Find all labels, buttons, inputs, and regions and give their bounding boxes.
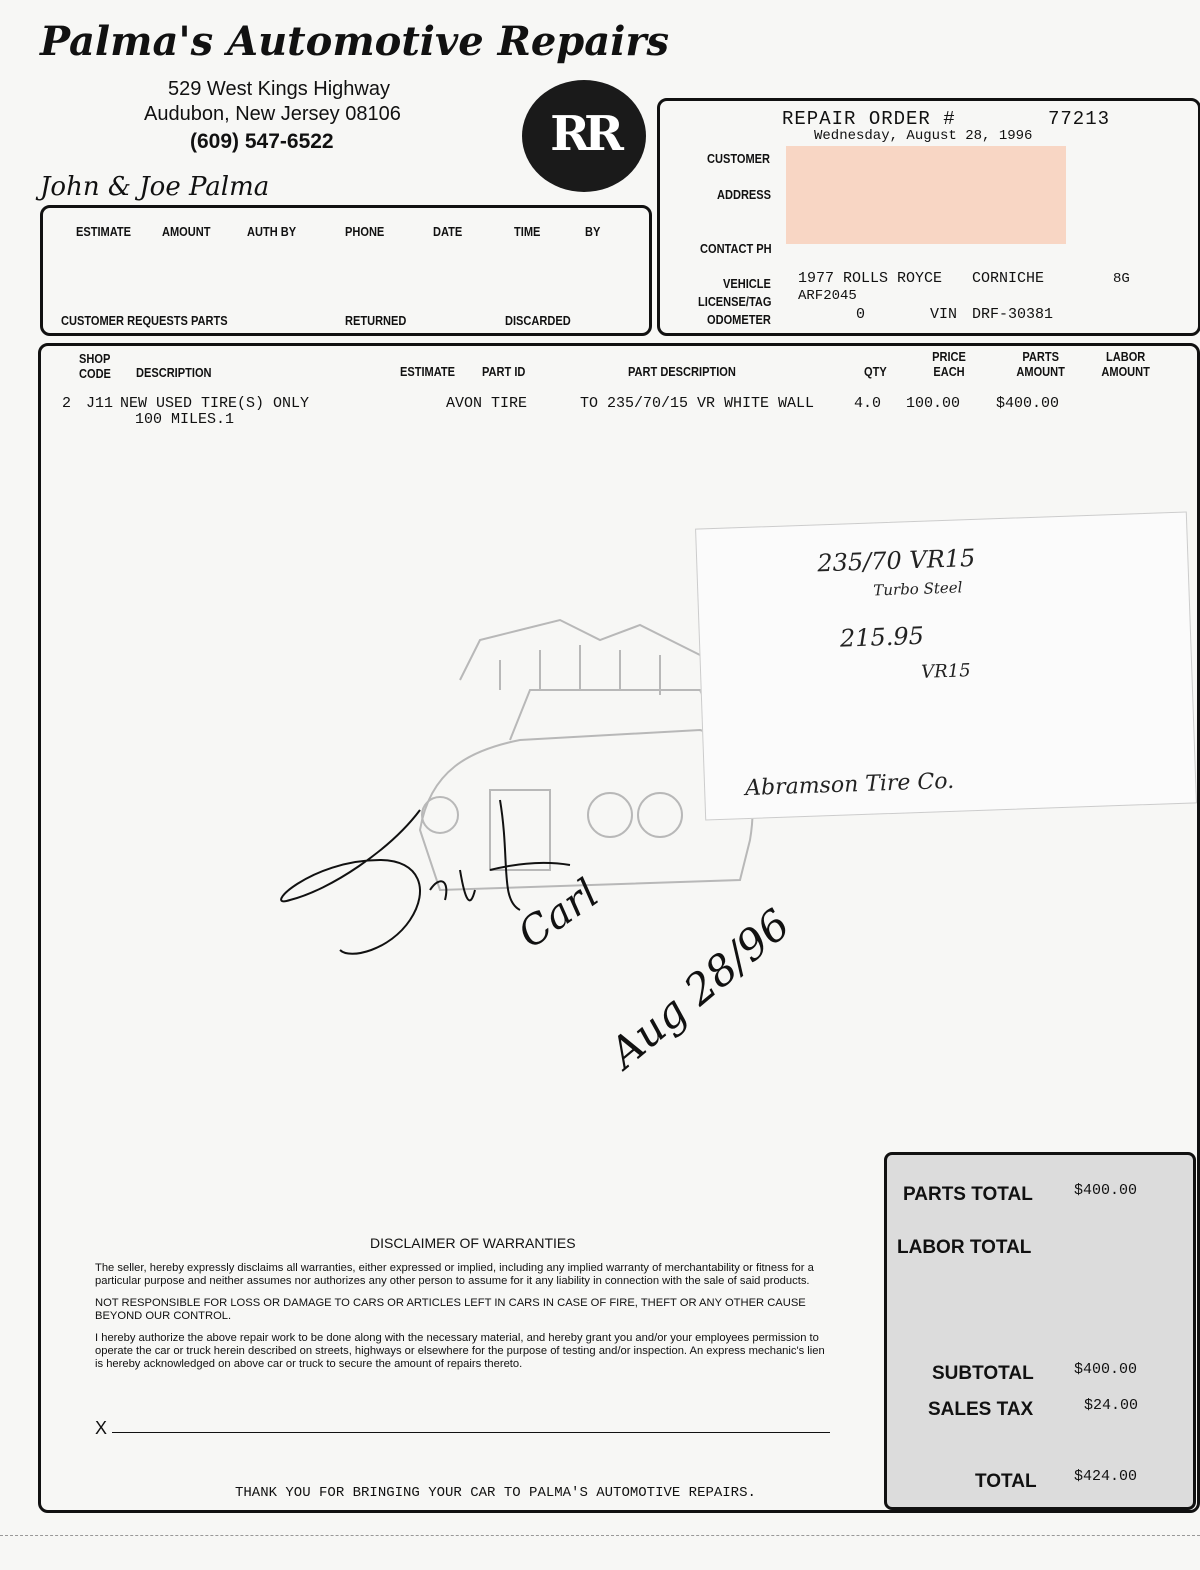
handwritten-note-slip (695, 512, 1197, 821)
shop-code-header: SHOP CODE (79, 351, 111, 381)
vehicle-code-value: 8G (1113, 271, 1130, 287)
note-line-vr15: VR15 (920, 660, 972, 683)
labor-amount-header: LABOR AMOUNT (1101, 349, 1150, 379)
rr-logo (522, 80, 646, 192)
signature-line (112, 1432, 830, 1433)
vin-label: VIN (930, 306, 958, 323)
note-line-turbo-steel: Turbo Steel (873, 578, 963, 600)
signature-date: Aug 28/96 (600, 899, 799, 1078)
note-line-tire-size: 235/70 VR15 (816, 543, 976, 578)
shop-name: Palma's Automotive Repairs (40, 18, 669, 65)
repair-order-date: Wednesday, August 28, 1996 (814, 128, 1033, 144)
note-line-vendor: Abramson Tire Co. (744, 768, 955, 802)
repair-order-title: REPAIR ORDER # (782, 108, 956, 130)
disclaimer-paragraph-liability: NOT RESPONSIBLE FOR LOSS OR DAMAGE TO CARS OR ARTICLES LEFT IN CARS IN CASE OF FIRE, THEFT OR ANY OTHER CAUSE BEYOND OUR CONTROL. (95, 1297, 806, 1322)
row-line-number: 2 (62, 395, 72, 412)
time-header: TIME (514, 224, 541, 239)
price-each-header: PRICE EACH (932, 349, 966, 379)
parts-amount-header: PARTS AMOUNT (1016, 349, 1065, 379)
license-label: LICENSE/TAG (698, 294, 772, 309)
license-value: ARF2045 (798, 288, 857, 304)
date-header: DATE (433, 224, 463, 239)
row-part-description: TO 235/70/15 VR WHITE WALL (580, 395, 815, 412)
customer-requests-parts-label: CUSTOMER REQUESTS PARTS (61, 313, 228, 328)
phone-header: PHONE (345, 224, 385, 239)
shop-address-line2: Audubon, New Jersey 08106 (144, 103, 401, 125)
disclaimer-text (95, 1262, 835, 1380)
estimate-header: ESTIMATE (76, 224, 132, 239)
customer-label: CUSTOMER (707, 151, 771, 166)
auth-by-header: AUTH BY (247, 224, 297, 239)
description-header: DESCRIPTION (136, 365, 212, 380)
shop-address-line1: 529 West Kings Highway (168, 78, 390, 100)
row-description: NEW USED TIRE(S) ONLY (120, 395, 310, 412)
subtotal-value: $400.00 (1074, 1361, 1138, 1378)
vehicle-value: 1977 ROLLS ROYCE (798, 270, 943, 287)
vin-value: DRF-30381 (972, 306, 1054, 323)
amount-header: AMOUNT (162, 224, 211, 239)
disclaimer-title: DISCLAIMER OF WARRANTIES (370, 1235, 576, 1251)
perforation-line (0, 1535, 1200, 1536)
qty-header: QTY (864, 364, 887, 379)
thank-you-message: THANK YOU FOR BRINGING YOUR CAR TO PALMA'S AUTOMOTIVE REPAIRS. (235, 1485, 756, 1501)
estimate-col-header: ESTIMATE (400, 364, 456, 379)
shop-phone: (609) 547-6522 (190, 130, 334, 153)
subtotal-label: SUBTOTAL (932, 1363, 1034, 1384)
row-part-id: AVON TIRE (446, 395, 528, 412)
disclaimer-paragraph-warranty: The seller, hereby expressly disclaims all warranties, either expressed or implied, including any implied warranty of merchantability or fitness for a particular purpose and neither assumes nor authorizes any other person to assume for it any liability in connection with the sale of said products. (95, 1262, 814, 1287)
note-line-price: 215.95 (839, 621, 925, 653)
part-description-header: PART DESCRIPTION (628, 364, 736, 379)
by-header: BY (585, 224, 601, 239)
returned-label: RETURNED (345, 313, 407, 328)
odometer-value: 0 (856, 306, 866, 323)
model-value: CORNICHE (972, 270, 1045, 287)
odometer-label: ODOMETER (707, 312, 771, 327)
rr-logo-text: RR (550, 106, 618, 162)
signature-x-label: X (95, 1418, 108, 1438)
disclaimer-paragraph-authorization: I hereby authorize the above repair work to be done along with the necessary material, and hereby grant you and/or your employees permission to operate the car or truck herein described on streets, highways or elsewhere for the purpose of testing and/or inspection. An express mechanic's lien is hereby acknowledged on above car or truck to secure the amount of repairs thereto. (95, 1332, 825, 1370)
total-label: TOTAL (975, 1471, 1037, 1492)
signature-carl: Carl (510, 870, 608, 958)
shop-owners: John & Joe Palma (40, 172, 270, 202)
row-qty: 4.0 (854, 395, 882, 412)
labor-total-label: LABOR TOTAL (897, 1237, 1032, 1258)
address-label: ADDRESS (717, 187, 772, 202)
parts-total-value: $400.00 (1074, 1182, 1138, 1199)
vehicle-label: VEHICLE (723, 276, 771, 291)
repair-order-number: 77213 (1048, 108, 1111, 130)
customer-signature (270, 780, 610, 980)
sales-tax-value: $24.00 (1084, 1397, 1139, 1414)
row-price-each: 100.00 (906, 395, 961, 412)
total-value: $424.00 (1074, 1468, 1138, 1485)
contact-phone-label: CONTACT PH (700, 241, 772, 256)
table-row (60, 395, 1160, 435)
parts-total-label: PARTS TOTAL (903, 1184, 1033, 1205)
row-description-line2: 100 MILES.1 (135, 411, 235, 428)
row-code: J11 (86, 395, 114, 412)
row-parts-amount: $400.00 (996, 395, 1060, 412)
customer-redaction (786, 146, 1066, 244)
part-id-header: PART ID (482, 364, 526, 379)
discarded-label: DISCARDED (505, 313, 571, 328)
sales-tax-label: SALES TAX (928, 1399, 1034, 1420)
